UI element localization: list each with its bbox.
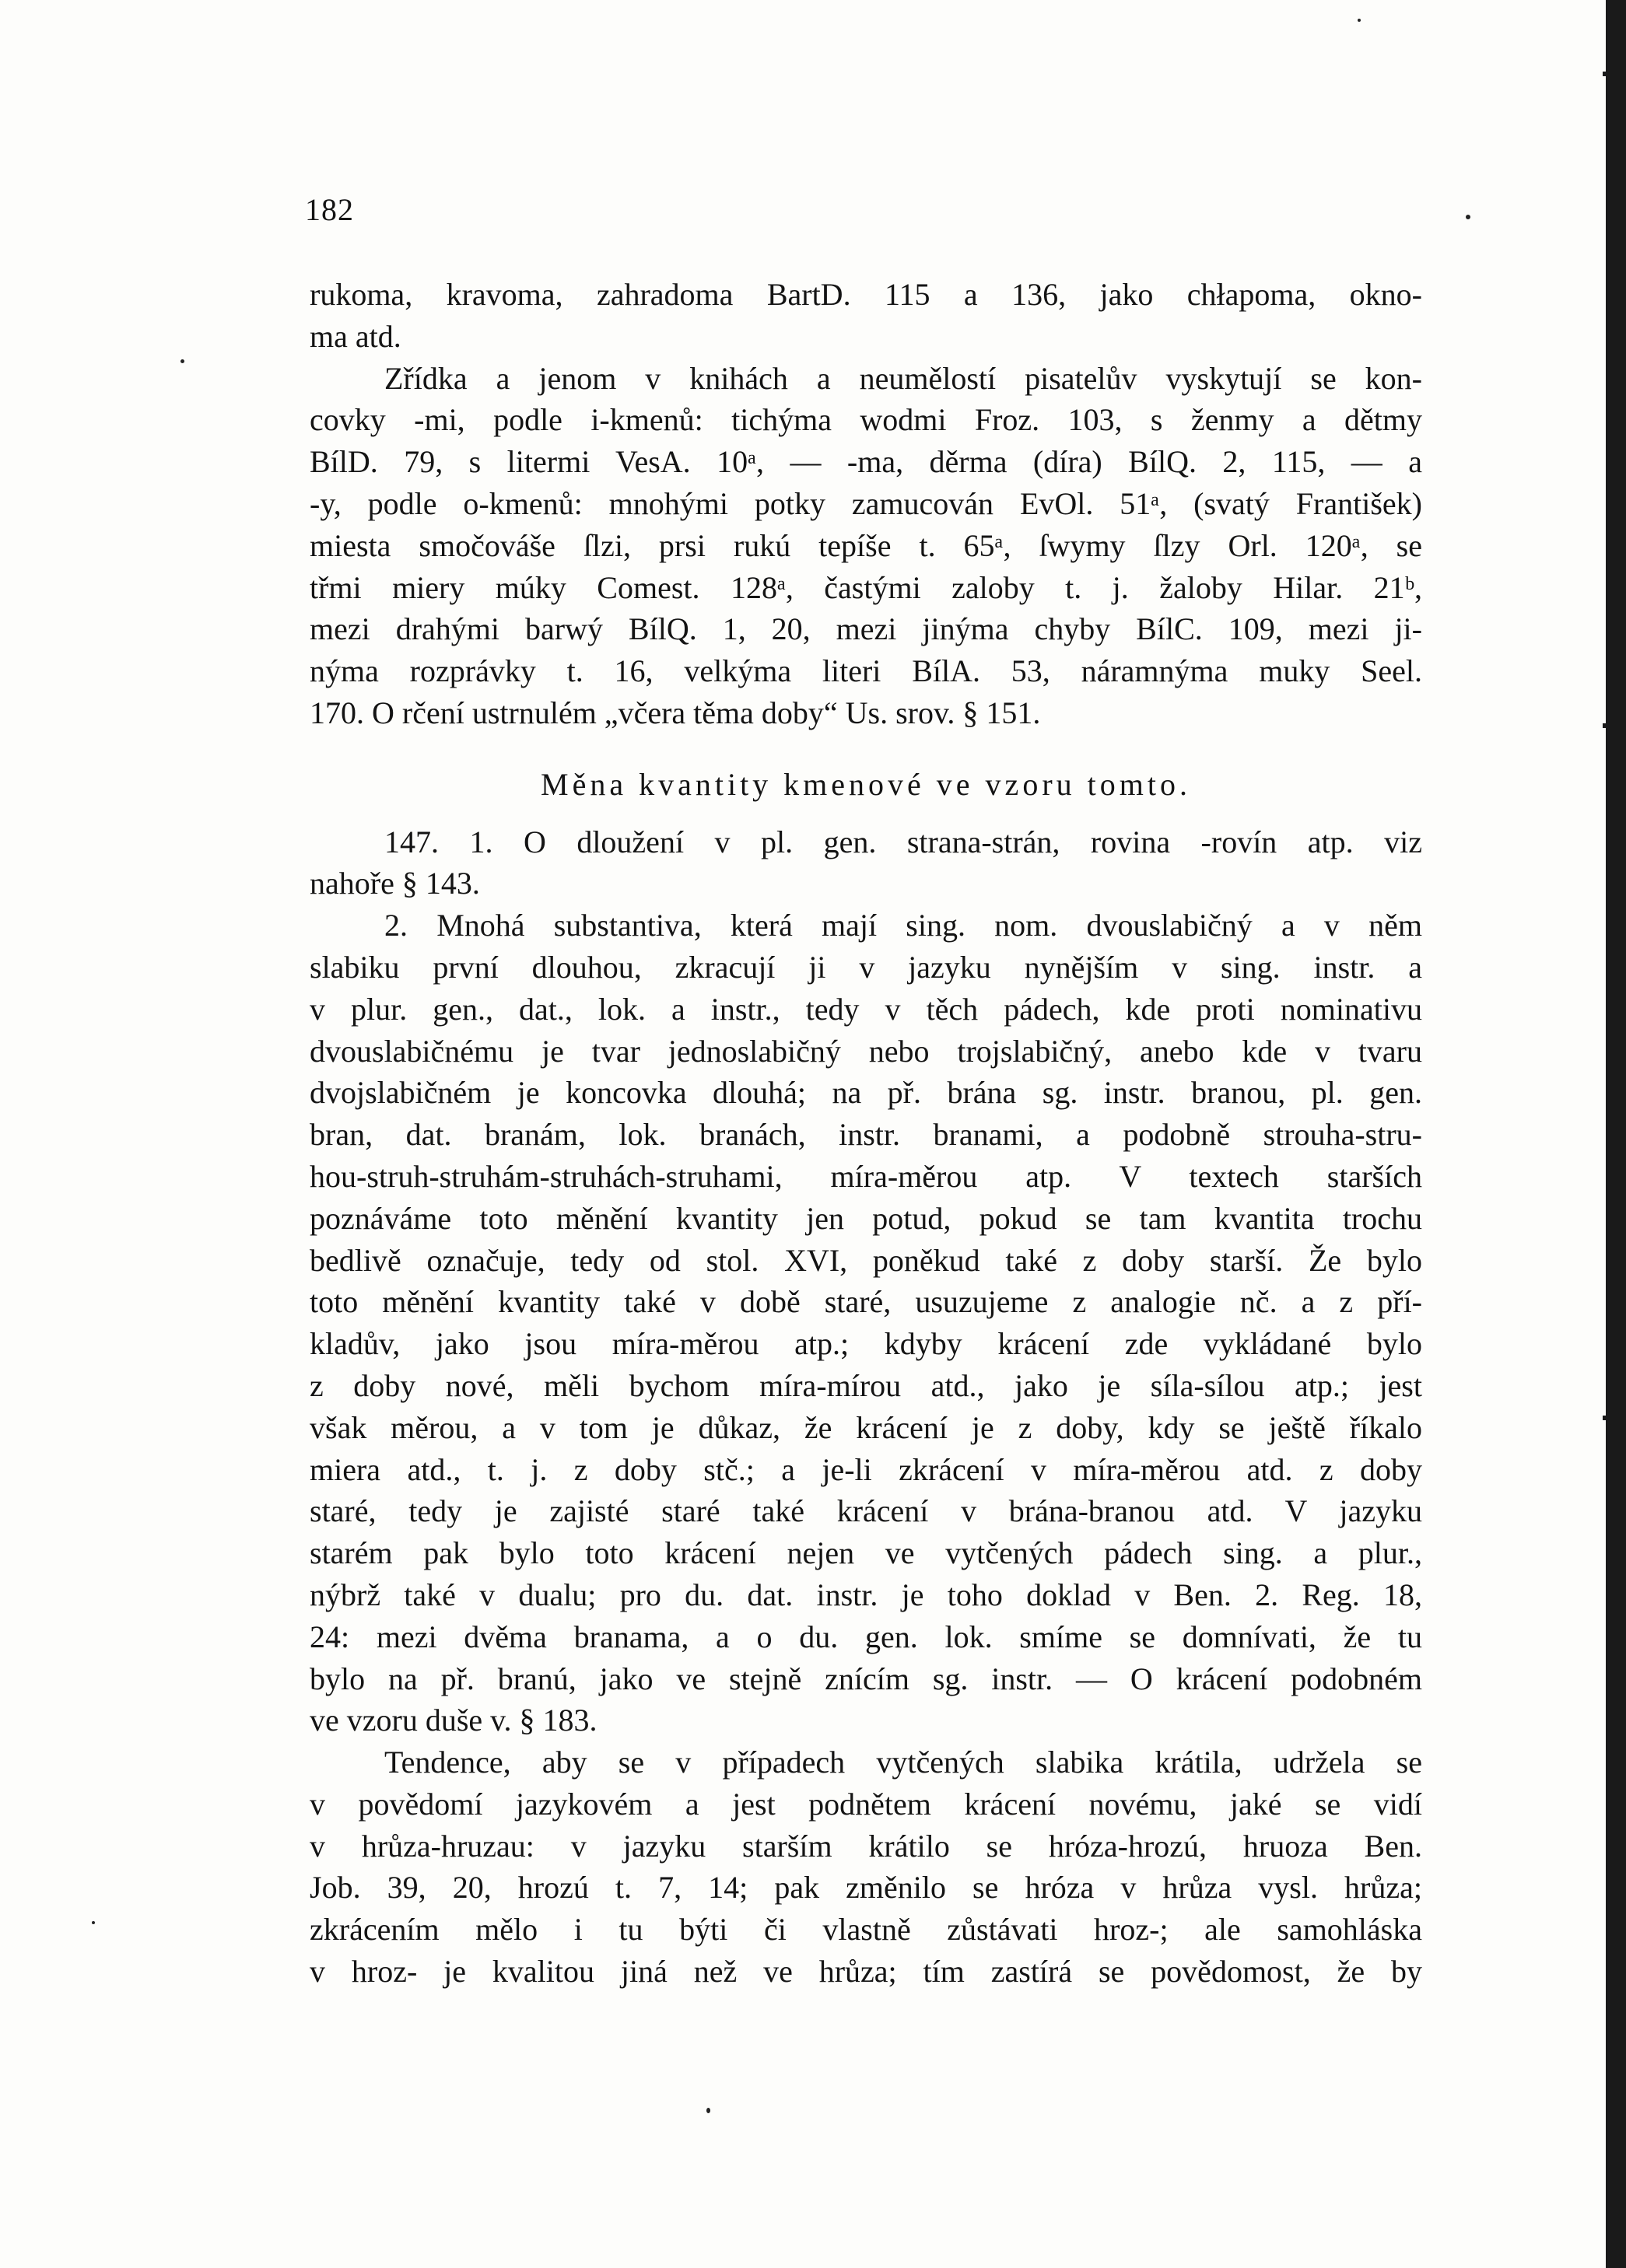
- text-line: z doby nové, měli bychom míra-mírou atd., jako je síla-sílou atp.; jest: [310, 1367, 1422, 1403]
- text-line: miera atd., t. j. z doby stč.; a je-li zkrácení v míra-měrou atd. z doby: [310, 1451, 1422, 1487]
- text-line: 170. O rčení ustrnulém „včera těma doby“ Us. srov. § 151.: [310, 695, 1041, 730]
- scan-edge-border: [1606, 0, 1626, 2268]
- page-number: 182: [305, 192, 354, 227]
- scan-edge-mark: [1603, 1416, 1612, 1420]
- section-heading: Měna kvantity kmenové ve vzoru tomto.: [541, 766, 1191, 802]
- text-line: 24: mezi dvěma branama, a o du. gen. lok. smíme se domnívati, že tu: [310, 1619, 1422, 1654]
- scan-speck: [180, 359, 184, 363]
- text-line: kladův, jako jsou míra-měrou atp.; kdyby krácení zde vykládané bylo: [310, 1326, 1422, 1362]
- scan-speck: [1466, 215, 1470, 219]
- text-line: BílD. 79, s litermi VesA. 10ᵃ, — -ma, děrma (díra) BílQ. 2, 115, — a: [310, 444, 1422, 480]
- text-line: -y, podle o-kmenů: mnohými potky zamucován EvOl. 51ᵃ, (svatý František): [310, 485, 1422, 521]
- text-line: hou-struh-struhám-struhách-struhami, míra-měrou atp. V textech starších: [310, 1158, 1422, 1194]
- text-line: toto měnění kvantity také v době staré, usuzujeme z analogie nč. a z pří-: [310, 1284, 1422, 1320]
- text-line: nahoře § 143.: [310, 866, 480, 901]
- paragraph-group-section-147: [310, 821, 1422, 1993]
- text-line: ma atd.: [310, 318, 401, 354]
- text-line: miesta smočováše ſlzi, prsi rukú tepíše t. 65ᵃ, ſwymy ſlzy Orl. 120ᵃ, se: [310, 527, 1422, 563]
- text-line: Tendence, aby se v případech vytčených slabika krátila, udržela se: [384, 1745, 1422, 1780]
- text-line: v hroz- je kvalitou jiná než ve hrůza; tím zastírá se povědomost, že by: [310, 1954, 1422, 1990]
- scan-edge-mark: [1603, 723, 1612, 728]
- text-line: bedlivě označuje, tedy od stol. XVI, poněkud také z doby starší. Že bylo: [310, 1242, 1422, 1278]
- text-line: v plur. gen., dat., lok. a instr., tedy v těch pádech, kde proti nominativu: [310, 991, 1422, 1027]
- text-line: bylo na př. branú, jako ve stejně znícím sg. instr. — O krácení podobném: [310, 1661, 1422, 1696]
- text-line: v hrůza-hruzau: v jazyku starším krátilo se hróza-hrozú, hruoza Ben.: [310, 1828, 1422, 1864]
- text-line: nýbrž také v dualu; pro du. dat. instr. je toho doklad v Ben. 2. Reg. 18,: [310, 1577, 1422, 1612]
- scan-edge-mark: [1603, 72, 1612, 76]
- text-line: 147. 1. O dloužení v pl. gen. strana-strán, rovina -rovín atp. viz: [384, 824, 1422, 859]
- text-line: třmi miery múky Comest. 128ᵃ, častými zaloby t. j. žaloby Hilar. 21ᵇ,: [310, 569, 1422, 605]
- text-line: poznáváme toto měnění kvantity jen potud, pokud se tam kvantita trochu: [310, 1200, 1422, 1236]
- text-line: ve vzoru duše v. § 183.: [310, 1703, 597, 1738]
- text-line: covky -mi, podle i-kmenů: tichýma wodmi Froz. 103, s ženmy a dětmy: [310, 402, 1422, 438]
- text-line: mezi drahými barwý BílQ. 1, 20, mezi jinýma chyby BílC. 109, mezi ji-: [310, 611, 1422, 647]
- text-line: však měrou, a v tom je důkaz, že krácení je z doby, kdy se ještě říkalo: [310, 1409, 1422, 1445]
- text-line: zkrácením mělo i tu býti či vlastně zůstávati hroz-; ale samohláska: [310, 1912, 1422, 1948]
- text-line: Job. 39, 20, hrozú t. 7, 14; pak změnilo se hróza v hrůza vysl. hrůza;: [310, 1870, 1422, 1906]
- text-line: staré, tedy je zajisté staré také krácení v brána-branou atd. V jazyku: [310, 1493, 1422, 1529]
- text-line: 2. Mnohá substantiva, která mají sing. nom. dvouslabičný a v něm: [384, 908, 1422, 943]
- text-line: bran, dat. branám, lok. branách, instr. branami, a podobně strouha-stru-: [310, 1117, 1422, 1153]
- text-line: starém pak bylo toto krácení nejen ve vytčených pádech sing. a plur.,: [310, 1535, 1422, 1571]
- scan-speck: [92, 1921, 95, 1924]
- paragraph-group-plural-endings: [310, 274, 1422, 734]
- scan-speck: [706, 2108, 710, 2113]
- text-line: nýma rozprávky t. 16, velkýma literi BílA. 53, náramnýma muky Seel.: [310, 653, 1422, 689]
- body-text: [310, 274, 1422, 1993]
- text-line: rukoma, kravoma, zahradoma BartD. 115 a 136, jako chłapoma, okno-: [310, 277, 1422, 312]
- text-line: dvouslabičnému je tvar jednoslabičný nebo trojslabičný, anebo kde v tvaru: [310, 1033, 1422, 1069]
- scan-speck: [1358, 19, 1361, 22]
- text-line: Zřídka a jenom v knihách a neumělostí pisatelův vyskytují se kon-: [384, 360, 1422, 396]
- text-line: v povědomí jazykovém a jest podnětem krácení novému, jaké se vidí: [310, 1786, 1422, 1822]
- text-line: dvojslabičném je koncovka dlouhá; na př. brána sg. instr. branou, pl. gen.: [310, 1075, 1422, 1111]
- text-line: slabiku první dlouhou, zkracují ji v jazyku nynějším v sing. instr. a: [310, 949, 1422, 985]
